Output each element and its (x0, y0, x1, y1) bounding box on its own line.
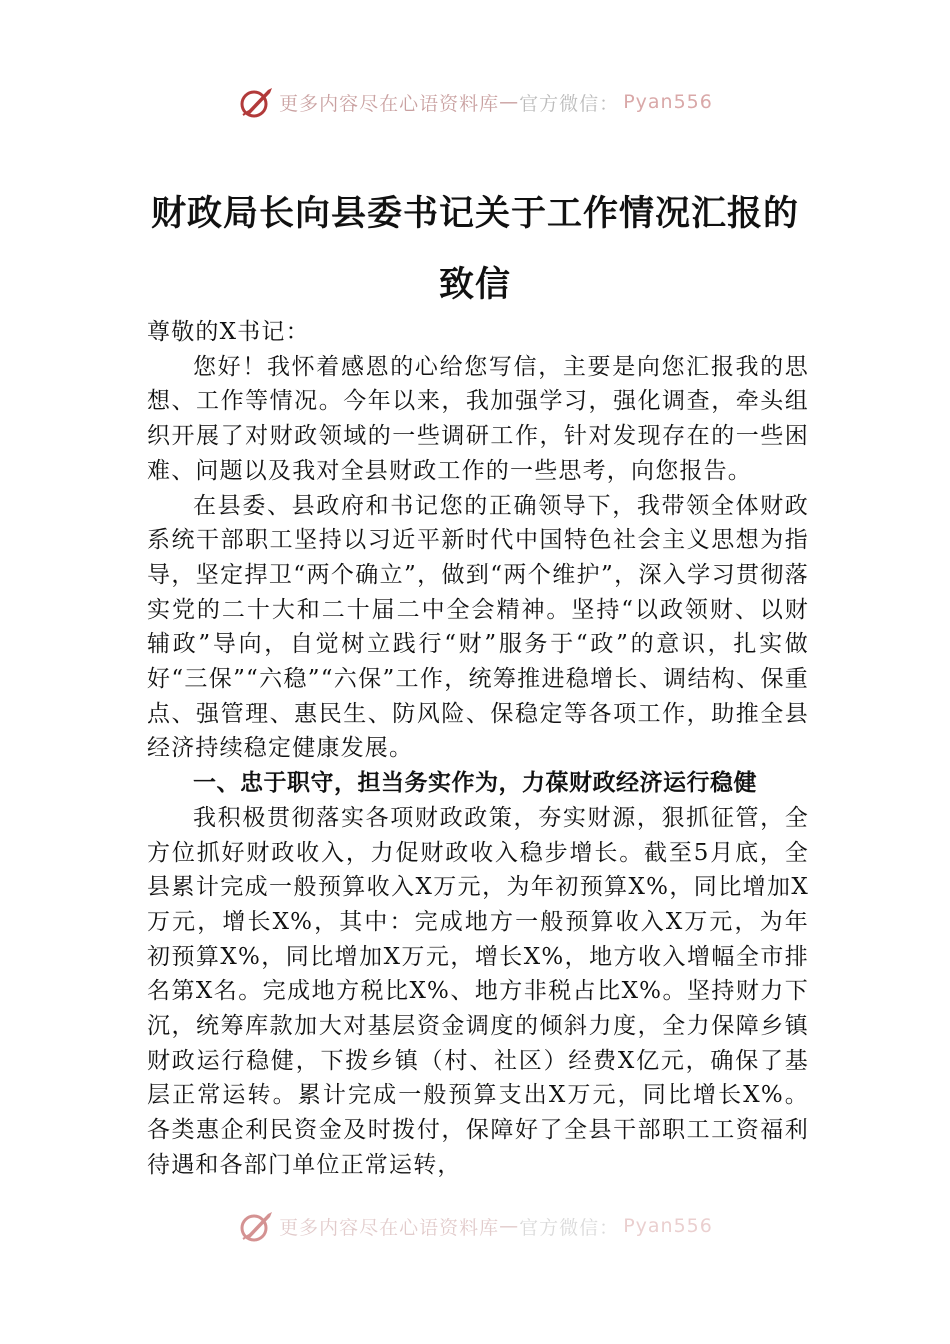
quill-logo-icon (237, 1206, 277, 1246)
paragraph: 在县委、县政府和书记您的正确领导下，我带领全体财政系统干部职工坚持以习近平新时代中国特色社会主义思想为指导，坚定捍卫“两个确立”，做到“两个维护”，深入学习贯彻落实党的二十大和二十届二中全会精神。坚持“以政领财、以财辅政”导向，自觉树立践行“财”服务于“政”的意识，扎实做好“三保”“六稳”“六保”工作，统筹推进稳增长、调结构、保重点、强管理、惠民生、防风险、保稳定等各项工作，助推全县经济持续稳定健康发展。 (147, 492, 809, 762)
watermark-wechat-id: Pyan556 (623, 91, 713, 113)
watermark-wechat-label: 官方微信： (519, 92, 620, 115)
letter-body (147, 315, 809, 1183)
watermark-site-text: 更多内容尽在心语资料库 (279, 1216, 500, 1239)
section-heading: 一、忠于职守，担当务实作为，力葆财政经济运行稳健 (193, 770, 757, 797)
document-title-line-1: 财政局长向县委书记关于工作情况汇报的 (150, 193, 799, 234)
watermark-footer (0, 1206, 950, 1246)
paragraph: 您好！我怀着感恩的心给您写信，主要是向您汇报我的思想、工作等情况。今年以来，我加强学习，强化调查，牵头组织开展了对财政领域的一些调研工作，针对发现存在的一些困难、问题以及我对全县财政工作的一些思考，向您报告。 (147, 353, 809, 484)
watermark-header (0, 82, 950, 122)
paragraph: 我积极贯彻落实各项财政政策，夯实财源，狠抓征管，全方位抓好财政收入，力促财政收入稳步增长。截至5月底，全县累计完成一般预算收入X万元，为年初预算X%，同比增加X万元，增长X%，其中：完成地方一般预算收入X万元，为年初预算X%，同比增加X万元，增长X%，地方收入增幅全市排名第X名。完成地方税比X%、地方非税占比X%。坚持财力下沉，统筹库款加大对基层资金调度的倾斜力度，全力保障乡镇财政运行稳健，下拨乡镇（村、社区）经费X亿元，确保了基层正常运转。累计完成一般预算支出X万元，同比增长X%。各类惠企利民资金及时拨付，保障好了全县干部职工工资福利待遇和各部门单位正常运转， (147, 804, 809, 1178)
watermark-separator: — (499, 91, 520, 113)
quill-logo-icon (237, 82, 277, 122)
watermark-wechat-label: 官方微信： (519, 1216, 620, 1239)
document-title-line-2: 致信 (438, 264, 511, 305)
watermark-separator: — (499, 1215, 520, 1237)
salutation: 尊敬的X书记： (147, 319, 310, 345)
watermark-site-text: 更多内容尽在心语资料库 (279, 92, 500, 115)
watermark-wechat-id: Pyan556 (623, 1215, 713, 1237)
